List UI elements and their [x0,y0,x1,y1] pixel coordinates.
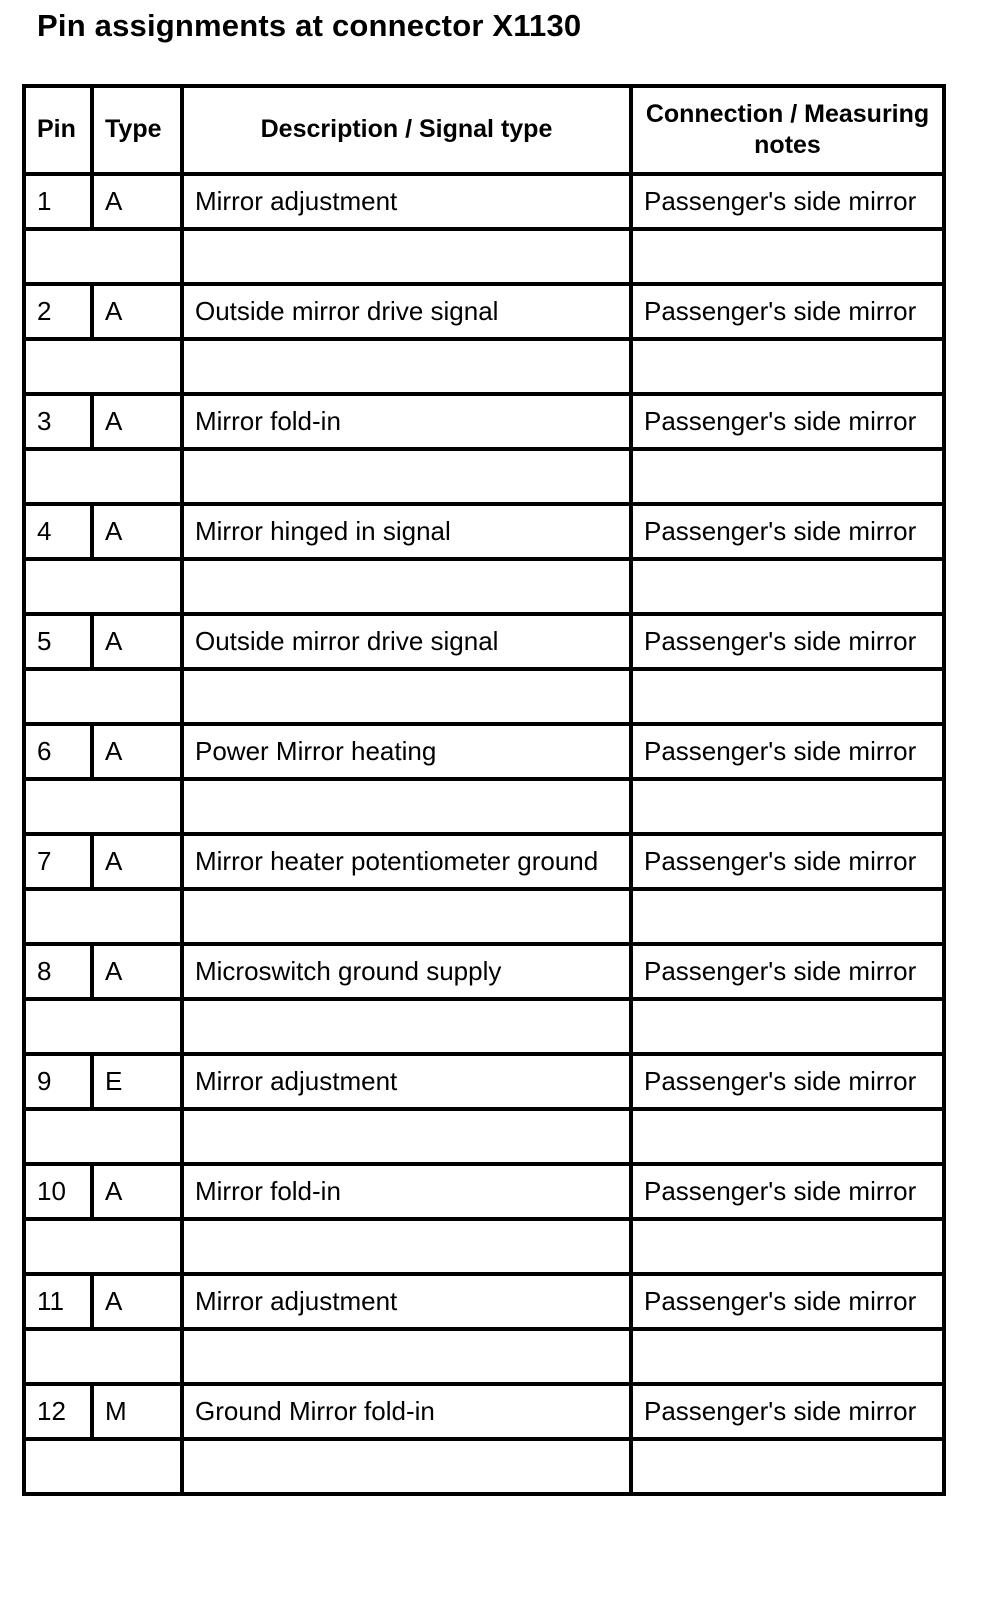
cell-description: Mirror fold-in [182,394,631,449]
cell-type: E [92,1054,182,1109]
cell-description: Mirror fold-in [182,1164,631,1219]
spacer-cell [24,1329,182,1384]
table-row [24,724,944,779]
cell-type: A [92,174,182,229]
header-connection: Connection / Measuring notes [631,86,944,174]
page-title: Pin assignments at connector X1130 [37,8,582,43]
cell-description: Mirror adjustment [182,1054,631,1109]
spacer-cell [182,449,631,504]
cell-description: Mirror adjustment [182,174,631,229]
spacer-cell [24,1439,182,1494]
cell-connection: Passenger's side mirror [631,174,944,229]
spacer-cell [24,229,182,284]
spacer-cell [631,1219,944,1274]
spacer-cell [631,1109,944,1164]
cell-type: A [92,944,182,999]
table-row [24,1164,944,1219]
cell-pin: 7 [24,834,92,889]
spacer-cell [631,339,944,394]
header-description: Description / Signal type [182,86,631,174]
cell-pin: 6 [24,724,92,779]
table-row [24,394,944,449]
cell-connection: Passenger's side mirror [631,944,944,999]
spacer-cell [24,1219,182,1274]
cell-pin: 8 [24,944,92,999]
cell-connection: Passenger's side mirror [631,394,944,449]
cell-connection: Passenger's side mirror [631,1274,944,1329]
spacer-cell [182,889,631,944]
spacer-cell [182,999,631,1054]
cell-pin: 12 [24,1384,92,1439]
header-type: Type [92,86,182,174]
spacer-cell [631,889,944,944]
table-row [24,504,944,559]
table-header-row [24,86,944,174]
spacer-row [24,1329,944,1384]
table-row [24,1274,944,1329]
cell-description: Mirror adjustment [182,1274,631,1329]
cell-description: Mirror heater potentiometer ground [182,834,631,889]
cell-pin: 4 [24,504,92,559]
table-row [24,284,944,339]
cell-description: Outside mirror drive signal [182,614,631,669]
spacer-cell [24,559,182,614]
spacer-cell [631,559,944,614]
cell-connection: Passenger's side mirror [631,614,944,669]
spacer-cell [182,779,631,834]
cell-description: Outside mirror drive signal [182,284,631,339]
spacer-cell [24,1109,182,1164]
spacer-cell [182,1439,631,1494]
spacer-row [24,889,944,944]
spacer-cell [182,1109,631,1164]
cell-description: Microswitch ground supply [182,944,631,999]
cell-connection: Passenger's side mirror [631,724,944,779]
cell-pin: 11 [24,1274,92,1329]
spacer-cell [631,1329,944,1384]
cell-description: Ground Mirror fold-in [182,1384,631,1439]
cell-type: A [92,394,182,449]
spacer-cell [631,779,944,834]
cell-pin: 1 [24,174,92,229]
spacer-cell [24,999,182,1054]
cell-type: A [92,284,182,339]
spacer-cell [631,1439,944,1494]
cell-pin: 10 [24,1164,92,1219]
spacer-row [24,999,944,1054]
table-row [24,614,944,669]
table-body [24,174,944,1494]
spacer-cell [182,669,631,724]
spacer-row [24,779,944,834]
table-row [24,834,944,889]
spacer-cell [24,889,182,944]
cell-type: A [92,504,182,559]
spacer-row [24,669,944,724]
cell-pin: 3 [24,394,92,449]
spacer-cell [24,449,182,504]
cell-connection: Passenger's side mirror [631,834,944,889]
cell-pin: 2 [24,284,92,339]
spacer-cell [182,229,631,284]
cell-type: A [92,614,182,669]
cell-type: A [92,834,182,889]
spacer-row [24,449,944,504]
cell-connection: Passenger's side mirror [631,1164,944,1219]
table-row [24,1384,944,1439]
spacer-cell [24,339,182,394]
table-row [24,944,944,999]
spacer-row [24,339,944,394]
cell-connection: Passenger's side mirror [631,504,944,559]
cell-type: A [92,1164,182,1219]
cell-type: A [92,1274,182,1329]
table-row [24,1054,944,1109]
spacer-cell [182,339,631,394]
cell-connection: Passenger's side mirror [631,1054,944,1109]
header-pin: Pin [24,86,92,174]
spacer-cell [182,1329,631,1384]
spacer-row [24,1109,944,1164]
spacer-cell [631,999,944,1054]
cell-connection: Passenger's side mirror [631,1384,944,1439]
table-row [24,174,944,229]
cell-type: A [92,724,182,779]
cell-connection: Passenger's side mirror [631,284,944,339]
spacer-row [24,1439,944,1494]
cell-pin: 9 [24,1054,92,1109]
cell-type: M [92,1384,182,1439]
spacer-row [24,1219,944,1274]
pin-assignment-table [22,84,946,1496]
spacer-row [24,559,944,614]
cell-pin: 5 [24,614,92,669]
cell-description: Mirror hinged in signal [182,504,631,559]
cell-description: Power Mirror heating [182,724,631,779]
spacer-cell [24,669,182,724]
spacer-row [24,229,944,284]
spacer-cell [631,669,944,724]
spacer-cell [24,779,182,834]
spacer-cell [182,559,631,614]
spacer-cell [631,229,944,284]
spacer-cell [631,449,944,504]
spacer-cell [182,1219,631,1274]
